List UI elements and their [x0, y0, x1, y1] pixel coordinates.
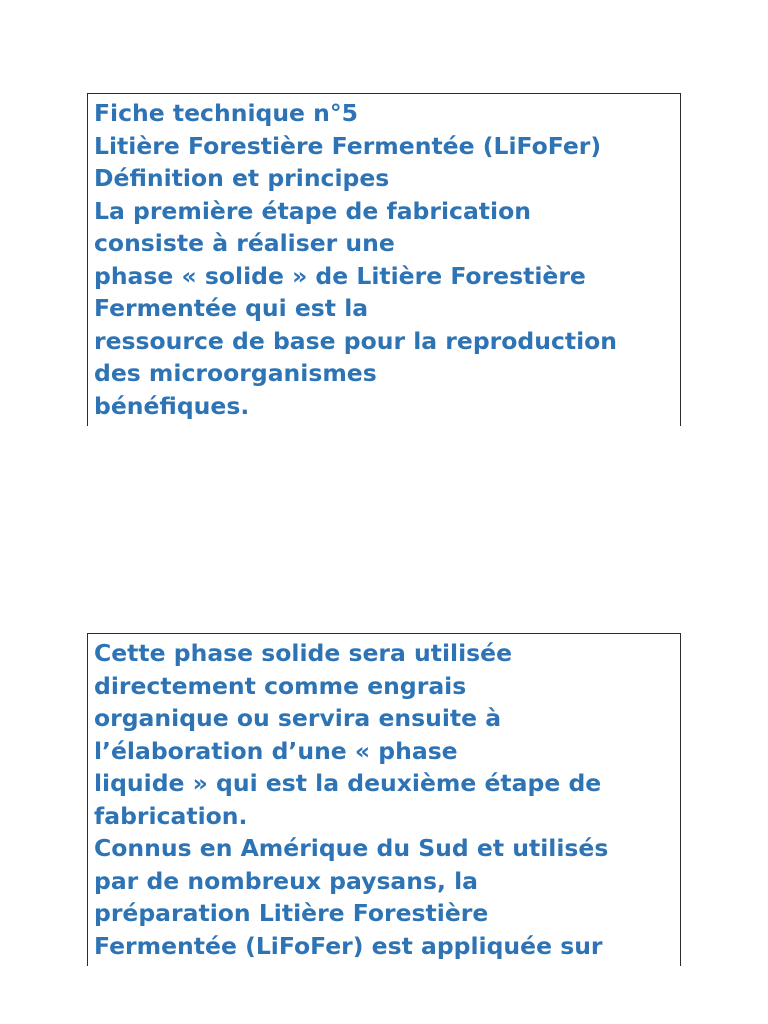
- document-title: Fiche technique n°5: [94, 99, 359, 127]
- text-box-continuation: [87, 633, 681, 966]
- document-subtitle: Litière Forestière Fermentée (LiFoFer): [94, 131, 602, 160]
- paragraph-line: fabrication.: [94, 801, 248, 830]
- paragraph-line: liquide » qui est la deuxième étape de: [94, 769, 602, 797]
- paragraph-line: organique ou servira ensuite à: [94, 704, 502, 732]
- paragraph-line: directement comme engrais: [94, 671, 467, 700]
- paragraph-line: ressource de base pour la reproduction: [94, 326, 618, 355]
- paragraph-line: La première étape de fabrication: [94, 196, 531, 225]
- paragraph-line: Fermentée (LiFoFer) est appliquée sur: [94, 931, 603, 960]
- paragraph-line: Fermentée qui est la: [94, 294, 369, 322]
- text-box-definition: [87, 93, 681, 426]
- paragraph-line: préparation Litière Forestière: [94, 899, 489, 927]
- paragraph-line: par de nombreux paysans, la: [94, 866, 479, 895]
- paragraph-line: l’élaboration d’une « phase: [94, 736, 458, 765]
- section-heading: Définition et principes: [94, 164, 390, 192]
- paragraph-line: des microorganismes: [94, 359, 377, 387]
- paragraph-line: Cette phase solide sera utilisée: [94, 639, 513, 667]
- paragraph-line: consiste à réaliser une: [94, 229, 395, 257]
- paragraph-line: phase « solide » de Litière Forestière: [94, 261, 586, 290]
- paragraph-line: Connus en Amérique du Sud et utilisés: [94, 834, 609, 862]
- paragraph-line: bénéfiques.: [94, 391, 250, 420]
